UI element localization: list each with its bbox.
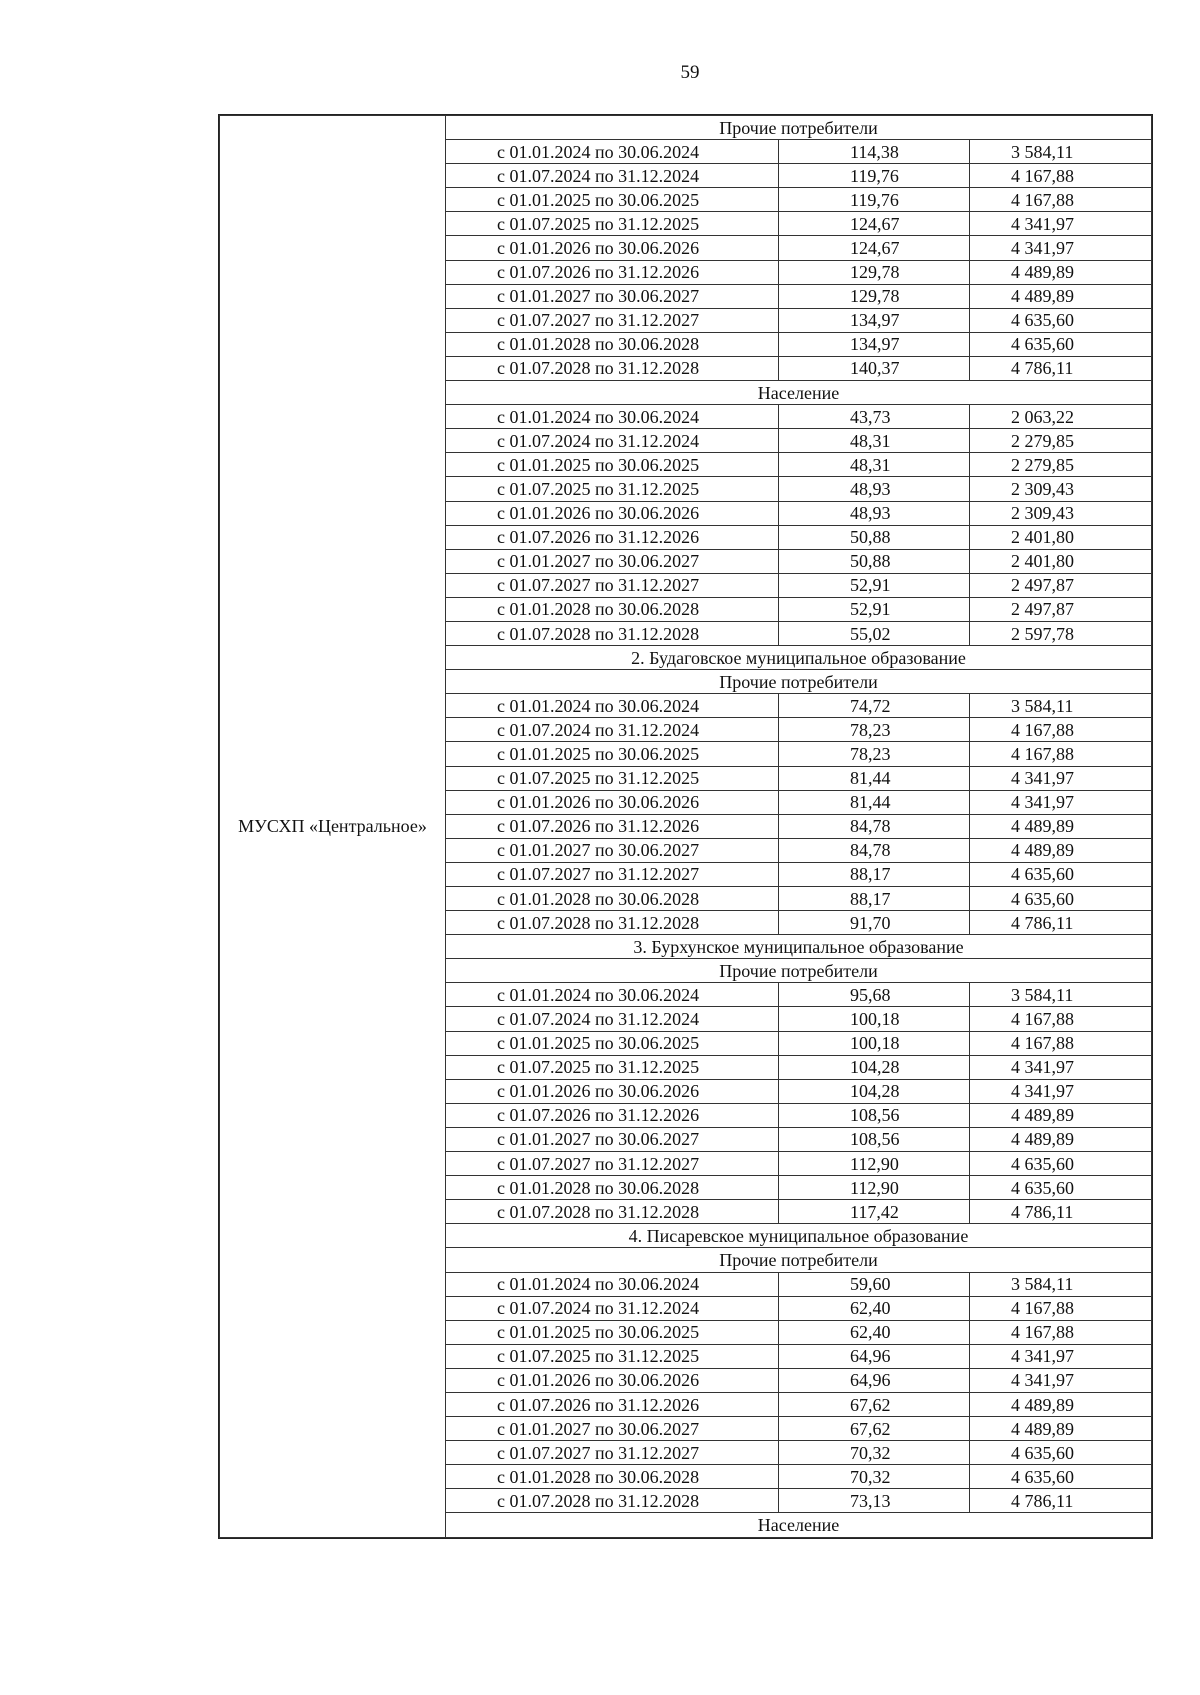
tariff-value-cell: 74,72 [779,694,970,718]
organization-name [220,116,446,1538]
period-cell: с 01.07.2025 по 31.12.2025 [446,766,779,790]
tariff-vat-value-cell: 4 167,88 [970,742,1152,766]
tariff-vat-value-cell: 4 635,60 [970,332,1152,356]
tariff-vat-value-cell: 4 489,89 [970,1127,1152,1151]
tariff-vat-value-cell: 2 063,22 [970,405,1152,429]
period-cell: с 01.01.2024 по 30.06.2024 [446,694,779,718]
tariff-vat-value-cell: 4 786,11 [970,356,1152,380]
tariff-vat-value-cell: 4 786,11 [970,1489,1152,1513]
period-cell: с 01.07.2024 по 31.12.2024 [446,164,779,188]
tariff-value-cell: 52,91 [779,597,970,621]
period-cell: с 01.01.2024 по 30.06.2024 [446,983,779,1007]
section-header: Прочие потребители [446,670,1152,694]
tariff-value-cell: 78,23 [779,718,970,742]
tariff-vat-value-cell: 4 167,88 [970,1296,1152,1320]
tariff-value-cell: 50,88 [779,525,970,549]
tariff-value-cell: 104,28 [779,1055,970,1079]
tariff-value-cell: 64,96 [779,1344,970,1368]
period-cell: с 01.07.2026 по 31.12.2026 [446,814,779,838]
tariff-vat-value-cell: 4 341,97 [970,766,1152,790]
tariff-value-cell: 124,67 [779,212,970,236]
tariff-value-cell: 108,56 [779,1103,970,1127]
period-cell: с 01.07.2028 по 31.12.2028 [446,1200,779,1224]
period-cell: с 01.07.2028 по 31.12.2028 [446,911,779,935]
tariff-vat-value-cell: 4 489,89 [970,1392,1152,1416]
period-cell: с 01.01.2027 по 30.06.2027 [446,1127,779,1151]
tariff-value-cell: 73,13 [779,1489,970,1513]
section-header: Прочие потребители [446,959,1152,983]
tariff-vat-value-cell: 2 401,80 [970,525,1152,549]
period-cell: с 01.07.2026 по 31.12.2026 [446,260,779,284]
tariff-vat-value-cell: 2 279,85 [970,453,1152,477]
period-cell: с 01.07.2025 по 31.12.2025 [446,1344,779,1368]
section-header: 2. Будаговское муниципальное образование [446,646,1152,670]
tariff-vat-value-cell: 4 341,97 [970,212,1152,236]
period-cell: с 01.07.2024 по 31.12.2024 [446,1296,779,1320]
tariff-value-cell: 124,67 [779,236,970,260]
tariff-vat-value-cell: 2 309,43 [970,477,1152,501]
tariff-vat-value-cell: 4 341,97 [970,790,1152,814]
tariff-vat-value-cell: 4 786,11 [970,911,1152,935]
period-cell: с 01.01.2028 по 30.06.2028 [446,1465,779,1489]
period-cell: с 01.01.2027 по 30.06.2027 [446,549,779,573]
tariff-vat-value-cell: 3 584,11 [970,1272,1152,1296]
tariff-vat-value-cell: 4 341,97 [970,1055,1152,1079]
tariff-value-cell: 108,56 [779,1127,970,1151]
period-cell: с 01.01.2027 по 30.06.2027 [446,1417,779,1441]
tariff-vat-value-cell: 2 497,87 [970,573,1152,597]
period-cell: с 01.01.2025 по 30.06.2025 [446,188,779,212]
period-cell: с 01.01.2027 по 30.06.2027 [446,284,779,308]
section-header: 4. Писаревское муниципальное образование [446,1224,1152,1248]
tariff-value-cell: 48,93 [779,477,970,501]
tariff-value-cell: 129,78 [779,284,970,308]
tariff-vat-value-cell: 4 635,60 [970,1441,1152,1465]
section-header: 3. Бурхунское муниципальное образование [446,935,1152,959]
tariff-vat-value-cell: 4 167,88 [970,718,1152,742]
period-cell: с 01.07.2026 по 31.12.2026 [446,1103,779,1127]
tariff-value-cell: 104,28 [779,1079,970,1103]
period-cell: с 01.07.2027 по 31.12.2027 [446,308,779,332]
tariff-vat-value-cell: 2 279,85 [970,429,1152,453]
period-cell: с 01.01.2028 по 30.06.2028 [446,887,779,911]
period-cell: с 01.01.2025 по 30.06.2025 [446,742,779,766]
period-cell: с 01.07.2025 по 31.12.2025 [446,1055,779,1079]
period-cell: с 01.07.2025 по 31.12.2025 [446,212,779,236]
tariff-value-cell: 48,31 [779,453,970,477]
tariff-value-cell: 52,91 [779,573,970,597]
tariff-value-cell: 129,78 [779,260,970,284]
tariff-value-cell: 84,78 [779,838,970,862]
tariff-vat-value-cell: 4 635,60 [970,1176,1152,1200]
period-cell: с 01.07.2028 по 31.12.2028 [446,621,779,645]
tariff-vat-value-cell: 4 786,11 [970,1200,1152,1224]
tariff-value-cell: 100,18 [779,1007,970,1031]
tariff-value-cell: 55,02 [779,621,970,645]
tariff-vat-value-cell: 4 167,88 [970,1007,1152,1031]
organization-label: МУСХП «Центральное» [238,816,427,837]
section-header: Население [446,1513,1152,1537]
tariff-vat-value-cell: 4 341,97 [970,1344,1152,1368]
tariff-vat-value-cell: 4 635,60 [970,862,1152,886]
tariff-value-cell: 48,93 [779,501,970,525]
tariff-value-cell: 140,37 [779,356,970,380]
period-cell: с 01.01.2026 по 30.06.2026 [446,1079,779,1103]
tariff-value-cell: 134,97 [779,332,970,356]
tariff-value-cell: 59,60 [779,1272,970,1296]
tariff-vat-value-cell: 4 489,89 [970,814,1152,838]
period-cell: с 01.07.2026 по 31.12.2026 [446,1392,779,1416]
tariff-vat-value-cell: 4 635,60 [970,1465,1152,1489]
tariff-value-cell: 67,62 [779,1417,970,1441]
tariff-value-cell: 62,40 [779,1320,970,1344]
tariff-value-cell: 134,97 [779,308,970,332]
period-cell: с 01.01.2028 по 30.06.2028 [446,1176,779,1200]
period-cell: с 01.07.2028 по 31.12.2028 [446,356,779,380]
period-cell: с 01.07.2024 по 31.12.2024 [446,429,779,453]
tariff-vat-value-cell: 4 167,88 [970,188,1152,212]
tariff-value-cell: 81,44 [779,766,970,790]
section-header: Прочие потребители [446,1248,1152,1272]
tariff-vat-value-cell: 4 489,89 [970,838,1152,862]
tariff-vat-value-cell: 4 167,88 [970,1320,1152,1344]
tariff-vat-value-cell: 4 489,89 [970,284,1152,308]
tariff-vat-value-cell: 3 584,11 [970,140,1152,164]
period-cell: с 01.01.2024 по 30.06.2024 [446,405,779,429]
period-cell: с 01.07.2024 по 31.12.2024 [446,1007,779,1031]
tariff-value-cell: 81,44 [779,790,970,814]
tariff-value-cell: 88,17 [779,887,970,911]
section-header: Прочие потребители [446,116,1152,140]
tariff-vat-value-cell: 3 584,11 [970,694,1152,718]
tariff-value-cell: 43,73 [779,405,970,429]
tariff-value-cell: 78,23 [779,742,970,766]
tariff-vat-value-cell: 4 341,97 [970,1368,1152,1392]
tariff-table [218,114,1153,1539]
tariff-value-cell: 95,68 [779,983,970,1007]
tariff-vat-value-cell: 4 489,89 [970,1417,1152,1441]
period-cell: с 01.01.2024 по 30.06.2024 [446,140,779,164]
tariff-vat-value-cell: 3 584,11 [970,983,1152,1007]
tariff-value-cell: 112,90 [779,1176,970,1200]
period-cell: с 01.01.2028 по 30.06.2028 [446,332,779,356]
period-cell: с 01.01.2025 по 30.06.2025 [446,1031,779,1055]
period-cell: с 01.07.2028 по 31.12.2028 [446,1489,779,1513]
tariff-value-cell: 100,18 [779,1031,970,1055]
period-cell: с 01.07.2025 по 31.12.2025 [446,477,779,501]
period-cell: с 01.07.2027 по 31.12.2027 [446,862,779,886]
period-cell: с 01.07.2026 по 31.12.2026 [446,525,779,549]
tariff-vat-value-cell: 2 309,43 [970,501,1152,525]
period-cell: с 01.01.2025 по 30.06.2025 [446,1320,779,1344]
tariff-vat-value-cell: 4 167,88 [970,164,1152,188]
tariff-value-cell: 64,96 [779,1368,970,1392]
period-cell: с 01.07.2027 по 31.12.2027 [446,1152,779,1176]
tariff-vat-value-cell: 2 401,80 [970,549,1152,573]
tariff-vat-value-cell: 4 167,88 [970,1031,1152,1055]
period-cell: с 01.01.2026 по 30.06.2026 [446,790,779,814]
period-cell: с 01.07.2027 по 31.12.2027 [446,1441,779,1465]
tariff-value-cell: 48,31 [779,429,970,453]
tariff-vat-value-cell: 4 635,60 [970,887,1152,911]
tariff-value-cell: 88,17 [779,862,970,886]
tariff-vat-value-cell: 2 497,87 [970,597,1152,621]
tariff-vat-value-cell: 4 341,97 [970,1079,1152,1103]
period-cell: с 01.01.2028 по 30.06.2028 [446,597,779,621]
tariff-value-cell: 117,42 [779,1200,970,1224]
period-cell: с 01.07.2024 по 31.12.2024 [446,718,779,742]
period-cell: с 01.01.2027 по 30.06.2027 [446,838,779,862]
period-cell: с 01.01.2026 по 30.06.2026 [446,236,779,260]
tariff-value-cell: 50,88 [779,549,970,573]
tariff-vat-value-cell: 4 489,89 [970,260,1152,284]
section-header: Население [446,381,1152,405]
tariff-value-cell: 70,32 [779,1465,970,1489]
tariff-value-cell: 112,90 [779,1152,970,1176]
section-header-row [220,116,1152,140]
period-cell: с 01.01.2026 по 30.06.2026 [446,501,779,525]
tariff-vat-value-cell: 2 597,78 [970,621,1152,645]
tariff-value-cell: 84,78 [779,814,970,838]
tariff-vat-value-cell: 4 341,97 [970,236,1152,260]
tariff-value-cell: 119,76 [779,188,970,212]
period-cell: с 01.07.2027 по 31.12.2027 [446,573,779,597]
page-number: 59 [680,62,700,83]
period-cell: с 01.01.2026 по 30.06.2026 [446,1368,779,1392]
tariff-value-cell: 70,32 [779,1441,970,1465]
period-cell: с 01.01.2024 по 30.06.2024 [446,1272,779,1296]
tariff-value-cell: 114,38 [779,140,970,164]
period-cell: с 01.01.2025 по 30.06.2025 [446,453,779,477]
tariff-vat-value-cell: 4 635,60 [970,308,1152,332]
tariff-value-cell: 119,76 [779,164,970,188]
tariff-vat-value-cell: 4 489,89 [970,1103,1152,1127]
tariff-value-cell: 67,62 [779,1392,970,1416]
tariff-table-body [220,116,1152,1538]
tariff-value-cell: 62,40 [779,1296,970,1320]
tariff-vat-value-cell: 4 635,60 [970,1152,1152,1176]
tariff-value-cell: 91,70 [779,911,970,935]
